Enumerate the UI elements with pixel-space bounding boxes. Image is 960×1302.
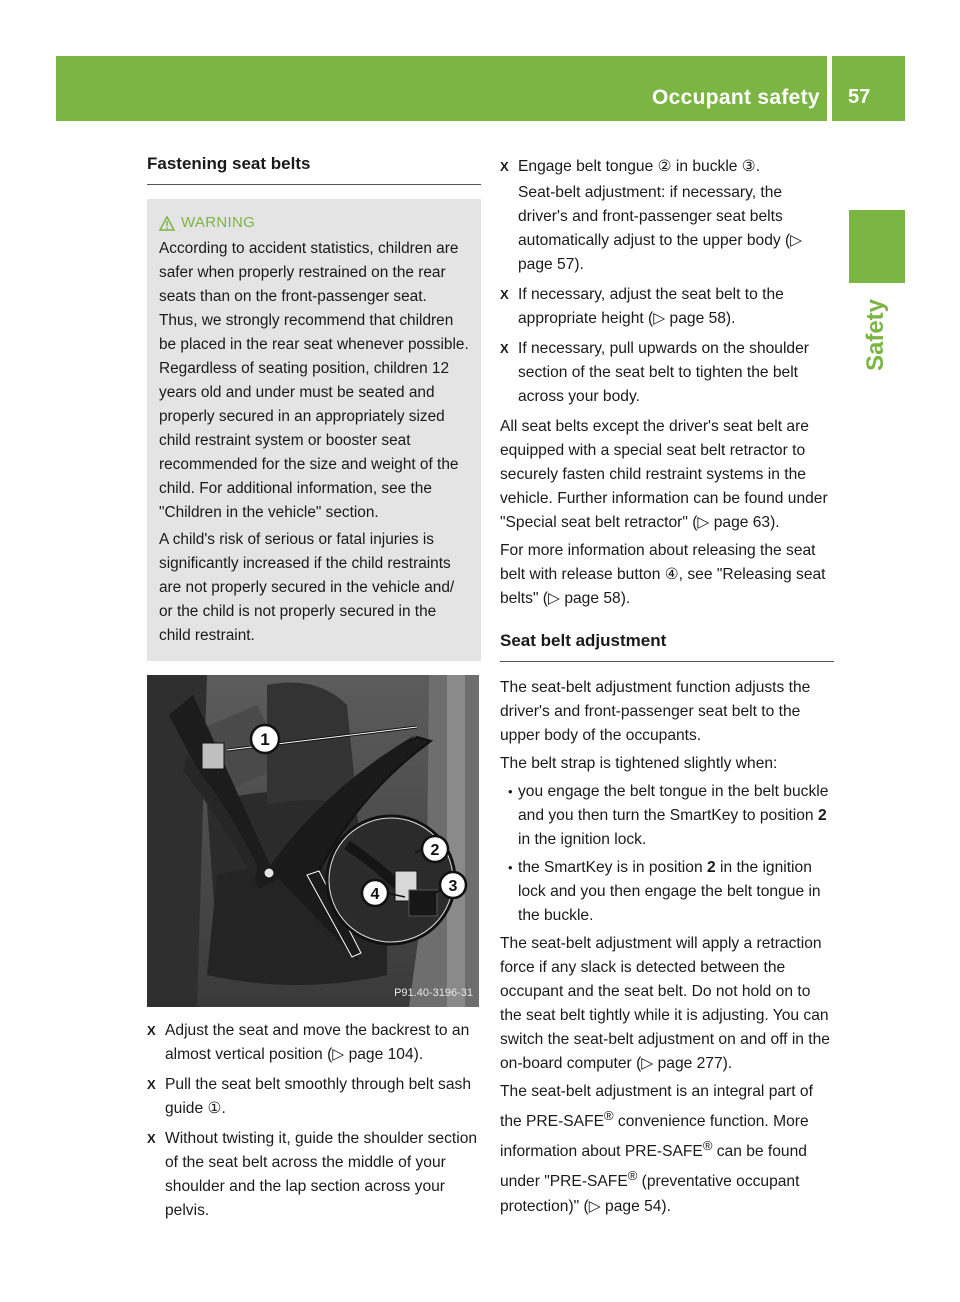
warning-header <box>159 211 469 235</box>
warning-triangle-icon <box>159 216 175 231</box>
seat-belt-figure <box>147 675 479 1007</box>
page-number: 57 <box>848 86 871 108</box>
callout-4-label: 4 <box>370 886 380 903</box>
step-adjust-height: X If necessary, adjust the seat belt to the appropriate height (▷ page 58). <box>500 283 834 331</box>
step-pull-belt: X Pull the seat belt smoothly through belt sash guide ①. <box>147 1073 481 1121</box>
figure-code: P91.40-3196-31 <box>394 987 473 999</box>
callout-3-label: 3 <box>448 878 458 895</box>
right-column <box>500 155 834 1223</box>
callout-2-label: 2 <box>430 842 440 859</box>
warning-box <box>147 199 481 661</box>
callout-1-label: 1 <box>260 730 270 749</box>
warning-paragraph-2: A child's risk of serious or fatal injuries is significantly increased if the child restraints are not properly secured in the vehicle and/ or the child is not properly secured in the child restraint. <box>159 531 455 644</box>
header-divider <box>827 56 832 121</box>
bullet-engage-then-turn: • you engage the belt tongue in the belt buckle and you then turn the SmartKey to position 2 in the ignition lock. <box>508 783 829 848</box>
step-guide-shoulder: X Without twisting it, guide the shoulder section of the seat belt across the middle of your shoulder and the lap section across your pelvis. <box>147 1127 481 1223</box>
seat-belt-adjustment-note: Seat-belt adjustment: if necessary, the driver's and front-passenger seat belts automatically adjust to the upper body (▷ page 57). <box>518 184 803 273</box>
side-tab-label-wrap <box>856 290 896 380</box>
step-tighten-belt: X If necessary, pull upwards on the shoulder section of the seat belt to tighten the belt across your body. <box>500 337 834 409</box>
left-column <box>147 152 481 1229</box>
seat-belt-illustration <box>147 675 479 1007</box>
bullet-turn-then-engage: • the SmartKey is in position 2 in the ignition lock and you then engage the belt tongue in the buckle. <box>508 859 821 924</box>
warning-paragraph-1: According to accident statistics, children are safer when properly restrained on the rear seats than on the front-passenger seat. Thus, we strongly recommend that children be placed in the rear seat whenever possible. Regardless of seating position, children 12 years old and under must be seated and properly secured in an appropriately sized child restraint system or booster seat recommended for the size and weight of the child. For additional information, see the "Children in the vehicle" section. <box>159 240 469 521</box>
side-tab-label: Safety <box>862 298 889 372</box>
heading-seat-belt-adjustment: Seat belt adjustment <box>500 629 834 662</box>
warning-title: WARNING <box>181 214 256 231</box>
when-paragraph: The belt strap is tightened slightly when: <box>500 755 778 772</box>
step-arrow-icon: X <box>500 341 509 356</box>
retraction-force-paragraph: The seat-belt adjustment will apply a retraction force if any slack is detected between the occupant and the seat belt. Do not hold on to the seat belt tightly while it is adjusting. You can switch the seat-belt adjustment on and off in the on-board computer (▷ page 277). <box>500 935 830 1072</box>
step-engage-tongue: X Engage belt tongue ② in buckle ③. <box>500 155 834 179</box>
step-arrow-icon: X <box>147 1023 156 1038</box>
step-arrow-icon: X <box>500 287 509 302</box>
step-arrow-icon: X <box>147 1077 156 1092</box>
function-paragraph: The seat-belt adjustment function adjusts the driver's and front-passenger seat belt to the upper body of the occupants. <box>500 679 811 744</box>
side-tab <box>849 210 905 283</box>
step-arrow-icon: X <box>500 159 509 174</box>
release-paragraph: For more information about releasing the seat belt with release button ④, see "Releasing seat belts" (▷ page 58). <box>500 542 826 607</box>
section-title: Occupant safety <box>652 86 820 109</box>
header-bar <box>56 56 905 121</box>
heading-fastening: Fastening seat belts <box>147 152 481 185</box>
step-arrow-icon: X <box>147 1131 156 1146</box>
presafe-paragraph: The seat-belt adjustment is an integral part of the PRE-SAFE® convenience function. More information about PRE-SAFE® can be found under "PRE-SAFE® (preventative occupant protection)" (▷ page 54). <box>500 1083 813 1215</box>
step-adjust-seat: X Adjust the seat and move the backrest to an almost vertical position (▷ page 104). <box>147 1019 481 1067</box>
retractor-paragraph: All seat belts except the driver's seat belt are equipped with a special seat belt retractor to securely fasten child restraint systems in the vehicle. Further information can be found under "Special seat belt retractor" (▷ page 63). <box>500 418 828 531</box>
